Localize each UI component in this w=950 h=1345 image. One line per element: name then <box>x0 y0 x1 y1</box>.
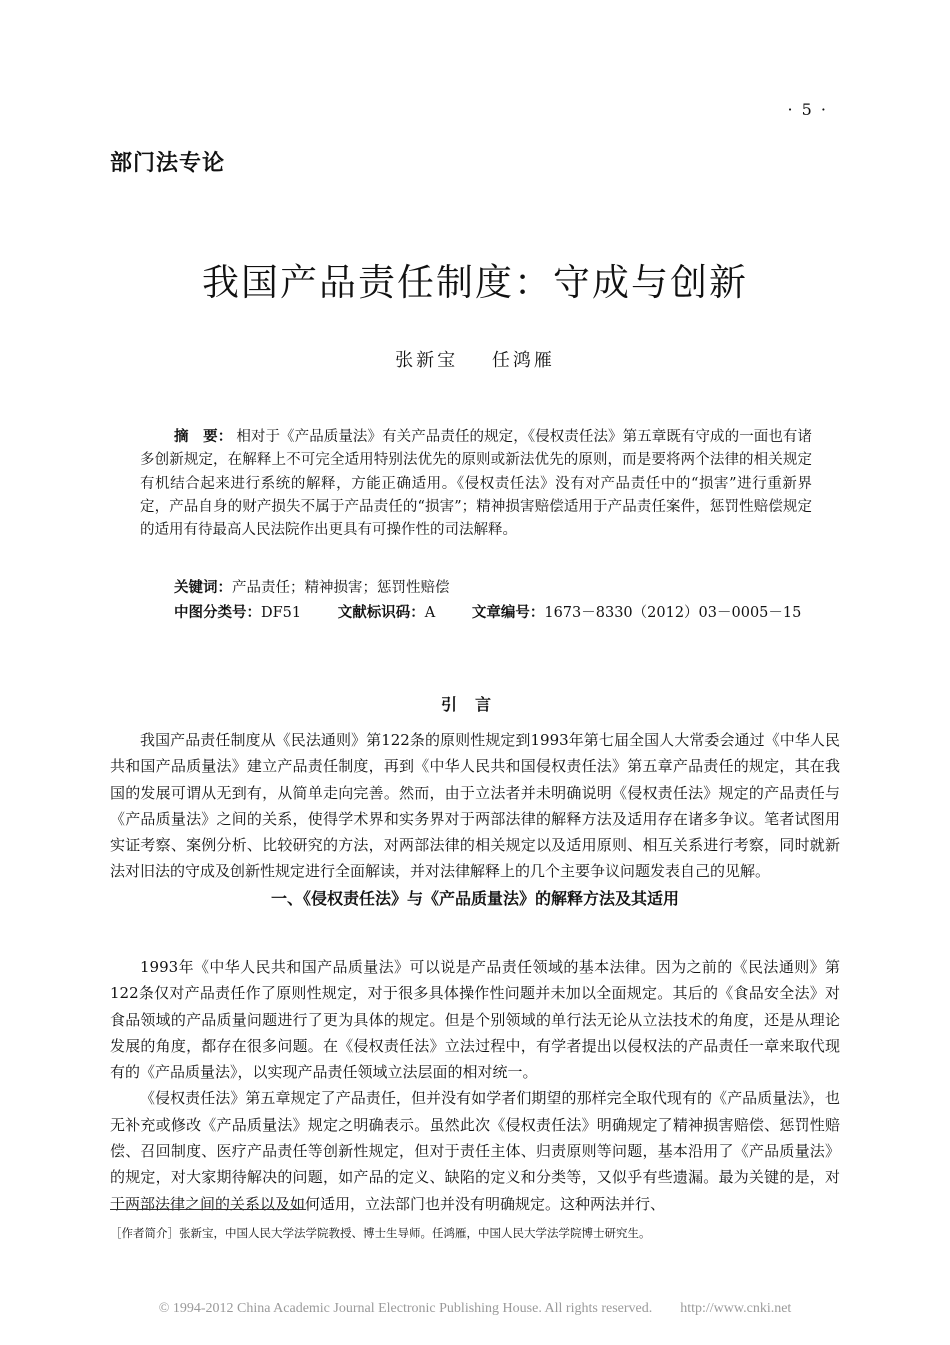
intro-heading: 引言 <box>440 695 509 714</box>
author-2: 任鸿雁 <box>491 350 555 371</box>
page-number: · 5 · <box>787 100 828 119</box>
doc-code-value: A <box>424 605 436 621</box>
doc-code-label: 文献标识码： <box>337 605 425 621</box>
paragraph: 我国产品责任制度从《民法通则》第122条的原则性规定到1993年第七届全国人大常委会通过《中华人民共和国产品质量法》建立产品责任制度，再到《中华人民共和国侵权责任法》第五章产品责任的规定，其在我国的发展可谓从无到有，从简单走向完善。然而，由于立法者并未明确说明《侵权责任法》规定的产品责任与《产品质量法》之间的关系，使得学术界和实务界对于两部法律的解释方法及适用存在诸多争议。笔者试图用实证考察、案例分析、比较研究的方法，对两部法律的相关规定以及适用原则、相互关系进行考察，同时就新法对旧法的守成及创新性规定进行全面解读，并对法律解释上的几个主要争议问题发表自己的见解。 <box>110 731 840 881</box>
article-number-value: 1673－8330（2012）03－0005－15 <box>544 605 802 621</box>
section1-heading: 一、《侵权责任法》与《产品质量法》的解释方法及其适用 <box>270 889 679 908</box>
article-number-label: 文章编号： <box>471 605 545 621</box>
keywords-text: 产品责任；精神损害；惩罚性赔偿 <box>232 580 450 596</box>
footnote-divider <box>110 1209 306 1210</box>
keywords <box>174 576 450 597</box>
author-footnote: ［作者简介］张新宝，中国人民大学法学院教授、博士生导师。任鸿雁，中国人民大学法学院博士研究生。 <box>110 1226 651 1240</box>
author-1: 张新宝 <box>395 350 459 371</box>
intro-body <box>110 727 840 885</box>
clc-value: DF51 <box>261 605 302 621</box>
section-label: 部门法专论 <box>110 151 226 176</box>
abstract <box>140 426 812 542</box>
abstract-label: 摘 要： <box>174 429 233 445</box>
copyright-notice: © 1994-2012 China Academic Journal Electronic Publishing House. All rights reserved. http://www.cnki.net <box>158 1301 792 1316</box>
keywords-label: 关键词： <box>174 580 232 596</box>
section1-body <box>110 954 840 1217</box>
paragraph: 《侵权责任法》第五章规定了产品责任，但并没有如学者们期望的那样完全取代现有的《产品质量法》，也无补充或修改《产品质量法》规定之明确表示。虽然此次《侵权责任法》明确规定了精神损害赔偿、惩罚性赔偿、召回制度、医疗产品责任等创新性规定，但对于责任主体、归责原则等问题，基本沿用了《产品质量法》的规定，对大家期待解决的问题，如产品的定义、缺陷的定义和分类等，又似乎有些遗漏。最为关键的是，对于两部法律之间的关系以及如何适用，立法部门也并没有明确规定。这种两法并行、 <box>110 1089 840 1213</box>
classification-line <box>174 601 833 622</box>
authors <box>0 346 950 372</box>
abstract-text: 相对于《产品质量法》有关产品责任的规定，《侵权责任法》第五章既有守成的一面也有诸多创新规定，在解释上不可完全适用特别法优先的原则或新法优先的原则，而是要将两个法律的相关规定有机结合起来进行系统的解释，方能正确适用。《侵权责任法》没有对产品责任中的“损害”进行重新界定，产品自身的财产损失不属于产品责任的“损害”；精神损害赔偿适用于产品责任案件，惩罚性赔偿规定的适用有待最高人民法院作出更具有可操作性的司法解释。 <box>140 429 813 539</box>
clc-label: 中图分类号： <box>174 605 261 621</box>
paragraph: 1993年《中华人民共和国产品质量法》可以说是产品责任领域的基本法律。因为之前的《民法通则》第122条仅对产品责任作了原则性规定，对于很多具体操作性问题并未加以全面规定。其后的《食品安全法》对食品领域的产品质量问题进行了更为具体的规定。但是个别领域的单行法无论从立法技术的角度，还是从理论发展的角度，都存在很多问题。在《侵权责任法》立法过程中，有学者提出以侵权法的产品责任一章来取代现有的《产品质量法》，以实现产品责任领域立法层面的相对统一。 <box>110 958 840 1082</box>
article-title: 我国产品责任制度：守成与创新 <box>202 261 748 304</box>
